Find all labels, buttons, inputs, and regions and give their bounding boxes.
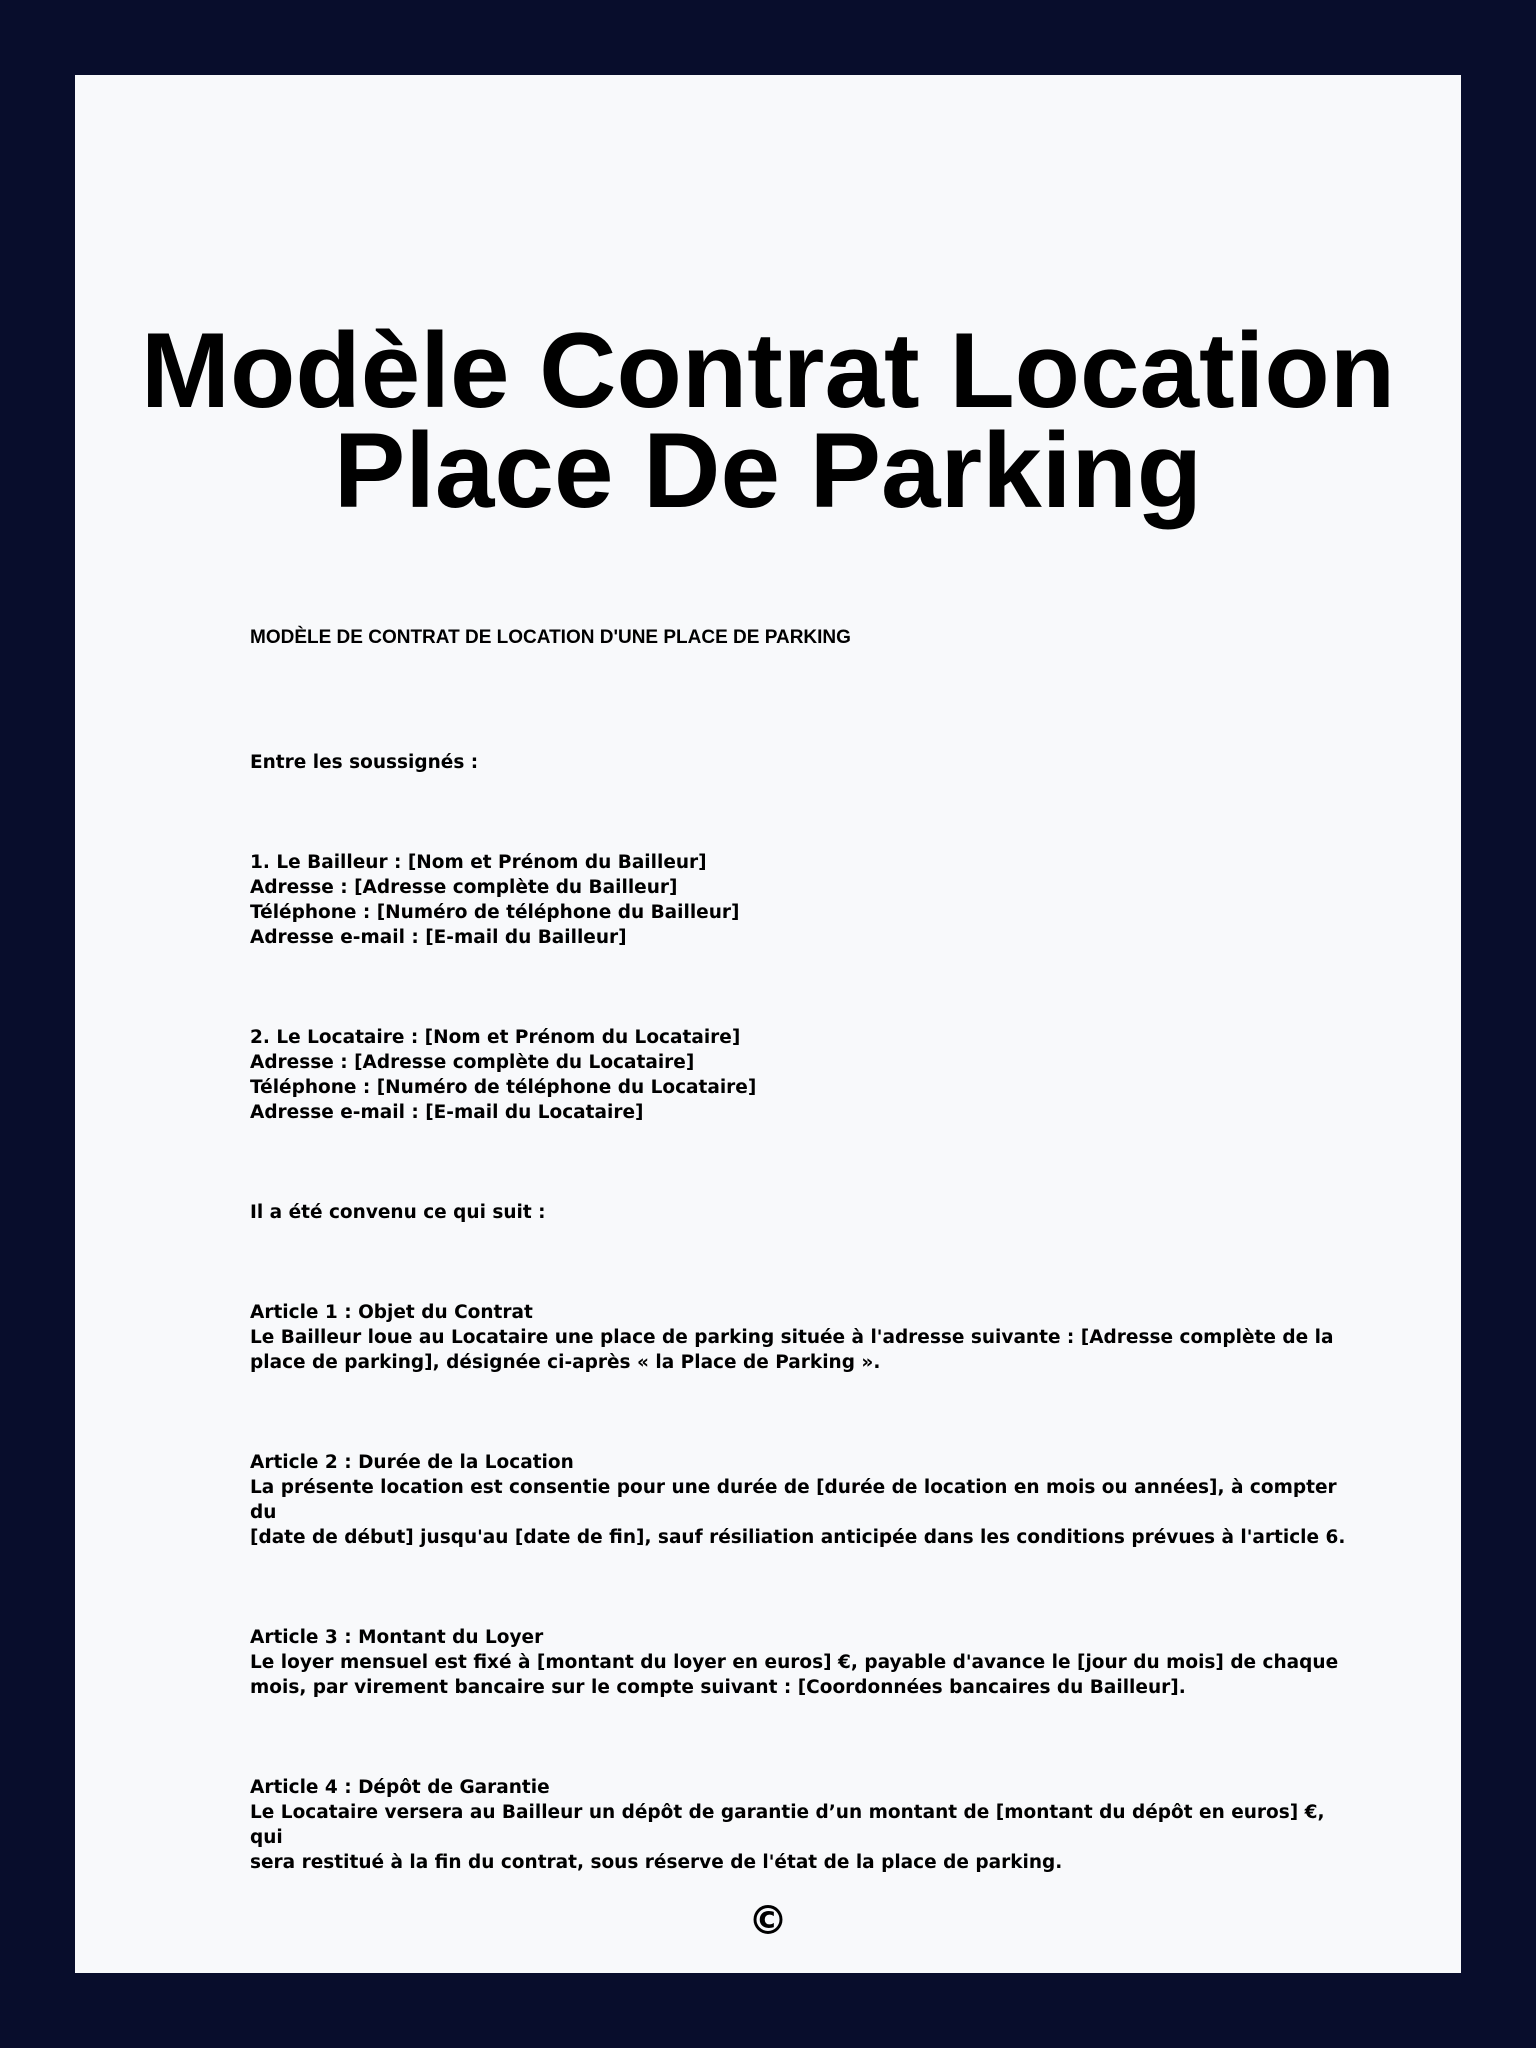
document-title <box>75 310 1461 530</box>
article-2 <box>250 1450 1350 1550</box>
article-4 <box>250 1775 1350 1875</box>
article-3-line-2: mois, par virement bancaire sur le compte suivant : [Coordonnées bancaires du Bailleur]. <box>250 1677 1186 1698</box>
locataire-email: Adresse e-mail : [E-mail du Locataire] <box>250 1102 644 1123</box>
article-1-line-1: Le Bailleur loue au Locataire une place de parking située à l'adresse suivante : [Adresse complète de la <box>250 1327 1334 1348</box>
article-2-line-1: La présente location est consentie pour une durée de [durée de location en mois ou années], à compter du <box>250 1477 1337 1523</box>
article-4-line-2: sera restitué à la fin du contrat, sous réserve de l'état de la place de parking. <box>250 1852 1063 1873</box>
bailleur-email: Adresse e-mail : [E-mail du Bailleur] <box>250 927 627 948</box>
locataire-address: Adresse : [Adresse complète du Locataire] <box>250 1052 695 1073</box>
contract-body <box>250 625 1350 1875</box>
article-1-title: Article 1 : Objet du Contrat <box>250 1302 533 1323</box>
title-line-2: Place De Parking <box>333 410 1203 530</box>
bailleur-address: Adresse : [Adresse complète du Bailleur] <box>250 877 678 898</box>
copyright-icon: © <box>748 1898 788 1944</box>
bailleur-name: 1. Le Bailleur : [Nom et Prénom du Bailleur] <box>250 852 707 873</box>
agreed-text: Il a été convenu ce qui suit : <box>250 1202 546 1223</box>
contract-heading: MODÈLE DE CONTRAT DE LOCATION D'UNE PLACE DE PARKING <box>250 627 851 648</box>
article-2-title: Article 2 : Durée de la Location <box>250 1452 574 1473</box>
article-4-line-1: Le Locataire versera au Bailleur un dépôt de garantie d’un montant de [montant du dépôt en euros] €, qui <box>250 1802 1325 1848</box>
article-3-line-1: Le loyer mensuel est fixé à [montant du loyer en euros] €, payable d'avance le [jour du mois] de chaque <box>250 1652 1339 1673</box>
intro-text: Entre les soussignés : <box>250 752 479 773</box>
bailleur-block <box>250 850 1350 950</box>
article-1-line-2: place de parking], désignée ci-après « la Place de Parking ». <box>250 1352 881 1373</box>
article-3 <box>250 1625 1350 1700</box>
locataire-phone: Téléphone : [Numéro de téléphone du Locataire] <box>250 1077 757 1098</box>
article-1 <box>250 1300 1350 1375</box>
document-page <box>75 75 1461 1973</box>
article-3-title: Article 3 : Montant du Loyer <box>250 1627 544 1648</box>
bailleur-phone: Téléphone : [Numéro de téléphone du Bailleur] <box>250 902 740 923</box>
article-4-title: Article 4 : Dépôt de Garantie <box>250 1777 550 1798</box>
locataire-name: 2. Le Locataire : [Nom et Prénom du Locataire] <box>250 1027 741 1048</box>
title-line-1: Modèle Contrat Location <box>140 310 1396 430</box>
locataire-block <box>250 1025 1350 1125</box>
article-2-line-2: [date de début] jusqu'au [date de fin], sauf résiliation anticipée dans les conditions prévues à l'article 6. <box>250 1527 1346 1548</box>
